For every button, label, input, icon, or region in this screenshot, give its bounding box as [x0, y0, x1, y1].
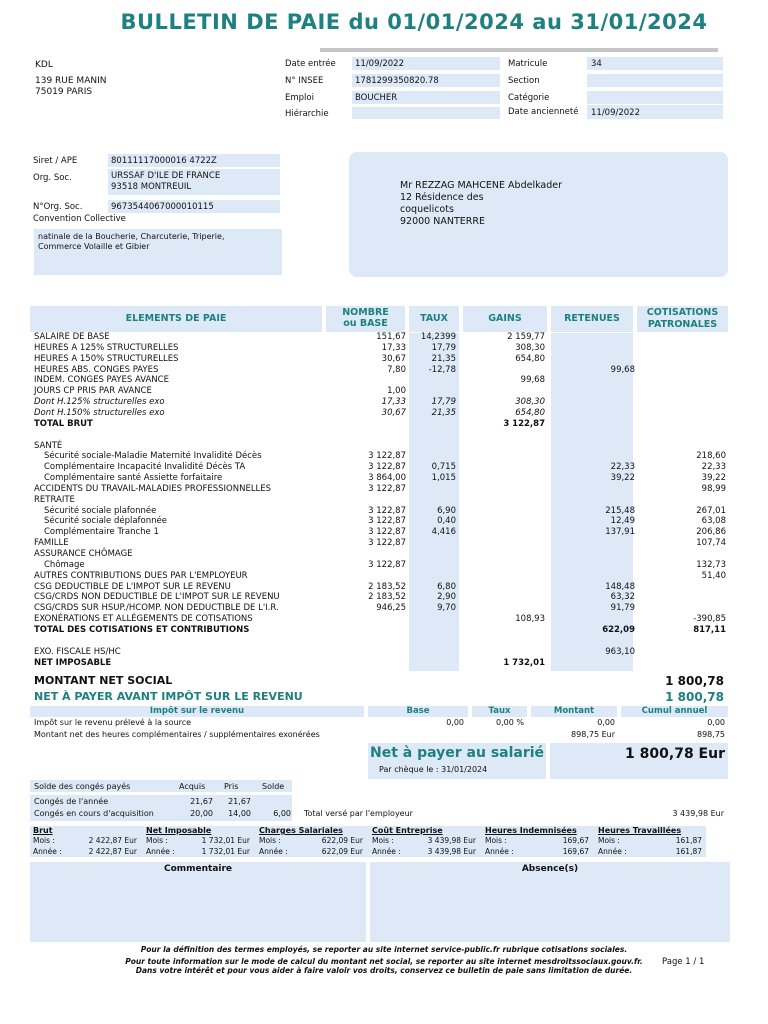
row-base: 3 122,87 [368, 559, 406, 570]
cumul-title: Coût Entreprise [372, 826, 443, 835]
table-row [0, 506, 768, 517]
row-taux: 2,90 [437, 592, 456, 603]
table-row [0, 408, 768, 419]
title-underline [320, 48, 718, 52]
row-base: 3 122,87 [368, 483, 406, 494]
row-taux: 17,79 [431, 397, 456, 408]
row-taux: 14,2399 [420, 332, 456, 342]
conges-title: Solde des congés payés [34, 782, 131, 791]
row-label: Dont H.150% structurelles exo [34, 407, 165, 418]
row-base: 3 122,87 [368, 527, 406, 538]
cumul-mois-label: Mois : [598, 836, 620, 845]
table-row [0, 375, 768, 386]
page-title: BULLETIN DE PAIE du 01/01/2024 au 31/01/2024 [120, 10, 708, 34]
row-taux: -12,78 [428, 364, 456, 375]
table-row [0, 397, 768, 408]
date-entree-value: 11/09/2022 [355, 59, 404, 69]
row-taux: 6,80 [437, 581, 456, 592]
ir-line-2-cumul: 898,75 [697, 730, 725, 739]
table-row [0, 484, 768, 495]
ir-header-cumul: Cumul annuel [641, 706, 708, 716]
table-row [0, 625, 768, 636]
row-taux: 17,79 [431, 342, 456, 353]
row-label: Complémentaire Incapacité Invalidité Décès TA [44, 462, 246, 473]
conges-row-2-pris: 14,00 [228, 809, 251, 818]
row-taux: 4,416 [431, 527, 456, 538]
table-row [0, 332, 768, 343]
row-gains: 308,30 [515, 342, 545, 353]
table-row [0, 549, 768, 560]
conges-header-acquis: Acquis [179, 782, 206, 791]
employee-name: Mr REZZAG MAHCENE Abdelkader [400, 180, 563, 191]
cumul-mois-value: 2 422,87 Eur [88, 836, 137, 845]
table-row [0, 419, 768, 430]
row-base: 30,67 [381, 353, 406, 364]
ir-line-1-taux: 0,00 % [496, 718, 524, 727]
conges-row-1-label: Congés de l'année [34, 797, 109, 806]
cumul-title: Brut [33, 826, 53, 835]
section-box [587, 74, 723, 87]
row-retenues: 963,10 [605, 646, 635, 657]
row-retenues: 39,22 [610, 473, 635, 484]
header-cotis-1: COTISATIONS [646, 307, 719, 318]
anciennete-label: Date ancienneté [508, 107, 579, 117]
row-label: INDEM. CONGES PAYES AVANCE [34, 375, 169, 386]
insee-label: N° INSEE [285, 76, 324, 86]
cumul-mois-label: Mois : [146, 836, 168, 845]
row-label: EXONÉRATIONS ET ALLÉGEMENTS DE COTISATIONS [34, 614, 253, 625]
categorie-box [587, 91, 723, 104]
section-label: Section [508, 76, 540, 86]
table-row [0, 527, 768, 538]
ir-header-base: Base [406, 706, 430, 716]
conges-row-2-label: Congés en cours d'acquisition [34, 809, 154, 818]
cumul-title: Net Imposable [146, 826, 212, 835]
table-row [0, 516, 768, 527]
ir-header-impot: Impôt sur le revenu [149, 706, 245, 716]
emploi-label: Emploi [285, 93, 314, 103]
row-base: 2 183,52 [368, 592, 406, 603]
row-base: 3 122,87 [368, 451, 406, 462]
org-line-1: URSSAF D'ILE DE FRANCE [111, 171, 221, 181]
ir-line-1-cumul: 0,00 [707, 718, 725, 727]
convention-line-2: Commerce Volaille et Gibier [38, 242, 150, 251]
row-gains: 108,93 [515, 614, 545, 625]
ir-header-taux: Taux [488, 706, 511, 716]
row-label: ACCIDENTS DU TRAVAIL-MALADIES PROFESSIONNELLES [34, 483, 272, 494]
cumul-mois-label: Mois : [33, 836, 55, 845]
row-label: HEURES ABS. CONGES PAYES [34, 364, 159, 375]
table-row [0, 462, 768, 473]
row-retenues: 215,48 [605, 505, 635, 516]
row-label: Complémentaire santé Assiette forfaitaire [44, 473, 223, 484]
anciennete-value: 11/09/2022 [591, 108, 640, 118]
cumul-mois-label: Mois : [485, 836, 507, 845]
row-patronales: 51,40 [701, 570, 726, 581]
siret-value: 80111117000016 4722Z [111, 156, 217, 166]
row-label: SANTÉ [34, 440, 63, 451]
net-social-value: 1 800,78 [665, 674, 724, 688]
org-line-2: 93518 MONTREUIL [111, 182, 192, 192]
row-gains: 99,68 [520, 375, 545, 386]
norg-value: 9673544067000010115 [111, 202, 214, 212]
matricule-label: Matricule [508, 59, 548, 69]
payment-method: Par chèque le : 31/01/2024 [379, 765, 488, 774]
header-nombre-2: ou BASE [343, 318, 388, 329]
row-label: Sécurité sociale déplafonnée [44, 516, 167, 527]
categorie-label: Catégorie [508, 93, 550, 103]
table-row [0, 560, 768, 571]
row-label: Sécurité sociale-Maladie Maternité Invalidité Décès [44, 451, 262, 462]
row-taux: 0,40 [437, 516, 456, 527]
row-retenues: 137,91 [605, 527, 635, 538]
row-patronales: 39,22 [701, 473, 726, 484]
row-label: CSG/CRDS SUR HSUP./HCOMP. NON DEDUCTIBLE DE L'I.R. [34, 603, 279, 614]
table-row [0, 582, 768, 593]
row-base: 30,67 [381, 407, 406, 418]
norg-label: N°Org. Soc. [33, 202, 83, 212]
row-taux: 9,70 [437, 603, 456, 614]
row-base: 3 122,87 [368, 538, 406, 549]
header-elements: ELEMENTS DE PAIE [125, 313, 227, 324]
row-gains: 2 159,77 [507, 332, 545, 342]
row-label: TOTAL DES COTISATIONS ET CONTRIBUTIONS [34, 624, 250, 635]
row-retenues: 63,32 [610, 592, 635, 603]
net-avant-impot-value: 1 800,78 [665, 690, 724, 704]
table-row [0, 451, 768, 462]
table-row [0, 636, 768, 647]
row-label: RETRAITE [34, 494, 75, 505]
cumul-title: Charges Salariales [259, 826, 343, 835]
row-label: CSG/CRDS NON DEDUCTIBLE DE L'IMPOT SUR LE REVENU [34, 592, 280, 603]
row-label: Sécurité sociale plafonnée [44, 505, 157, 516]
insee-value: 1781299350820.78 [355, 76, 439, 86]
net-avant-impot-label: NET À PAYER AVANT IMPÔT SUR LE REVENU [34, 690, 303, 703]
row-base: 3 122,87 [368, 462, 406, 473]
employee-address-2: coquelicots [400, 204, 454, 215]
row-label: NET IMPOSABLE [34, 657, 112, 668]
table-row [0, 658, 768, 669]
hierarchie-label: Hiérarchie [285, 109, 329, 119]
conges-row-1-pris: 21,67 [228, 797, 251, 806]
row-patronales: 218,60 [696, 451, 726, 462]
row-base: 151,67 [376, 332, 406, 342]
cumul-annee-value: 169,67 [562, 847, 589, 856]
row-patronales: 107,74 [696, 538, 726, 549]
matricule-value: 34 [591, 59, 602, 69]
cumul-title: Heures Indemnisées [485, 826, 577, 835]
cumul-annee-label: Année : [259, 847, 288, 856]
row-base: 2 183,52 [368, 581, 406, 592]
absence-label: Absence(s) [521, 864, 579, 874]
employee-address-3: 92000 NANTERRE [400, 216, 485, 227]
header-cotis-2: PATRONALES [647, 319, 718, 330]
cumul-mois-label: Mois : [259, 836, 281, 845]
table-row [0, 495, 768, 506]
row-taux: 6,90 [437, 505, 456, 516]
row-taux: 21,35 [431, 407, 456, 418]
row-retenues: 148,48 [605, 581, 635, 592]
conges-header-solde: Solde [262, 782, 285, 791]
table-row [0, 538, 768, 549]
table-row [0, 343, 768, 354]
table-row [0, 365, 768, 376]
row-label: Complémentaire Tranche 1 [44, 527, 159, 538]
commentaire-box [30, 880, 366, 942]
row-label: TOTAL BRUT [34, 418, 93, 429]
row-label: HEURES A 125% STRUCTURELLES [34, 342, 179, 353]
row-gains: 1 732,01 [503, 657, 545, 668]
total-verse-value: 3 439,98 Eur [672, 809, 724, 818]
cumul-annee-label: Année : [33, 847, 62, 856]
cumul-annee-value: 2 422,87 Eur [88, 847, 137, 856]
conges-row-1-acquis: 21,67 [190, 797, 213, 806]
conges-row-2-acquis: 20,00 [190, 809, 213, 818]
total-verse-label: Total versé par l'employeur [304, 809, 413, 818]
cumul-annee-value: 3 439,98 Eur [427, 847, 476, 856]
row-gains: 654,80 [515, 407, 545, 418]
table-row [0, 430, 768, 441]
row-taux: 0,715 [431, 462, 456, 473]
table-row [0, 354, 768, 365]
row-label: EXO. FISCALE HS/HC [34, 646, 121, 657]
row-retenues: 12,49 [610, 516, 635, 527]
cumul-mois-value: 161,87 [675, 836, 702, 845]
cumul-annee-value: 1 732,01 Eur [201, 847, 250, 856]
conges-row-2-solde: 6,00 [273, 809, 291, 818]
cumul-title: Heures Travaillées [598, 826, 682, 835]
row-patronales: 63,08 [701, 516, 726, 527]
row-label: JOURS CP PRIS PAR AVANCE [34, 386, 152, 397]
emploi-value: BOUCHER [355, 93, 398, 103]
cumul-annee-value: 622,09 Eur [321, 847, 363, 856]
net-salarie-label: Net à payer au salarié [370, 745, 545, 761]
ir-header-montant: Montant [553, 706, 595, 716]
row-label: Dont H.125% structurelles exo [34, 397, 165, 408]
cumul-annee-value: 161,87 [675, 847, 702, 856]
row-patronales: 132,73 [696, 559, 726, 570]
ir-line-1-montant: 0,00 [597, 718, 615, 727]
footer-line-2: Pour toute information sur le mode de calcul du montant net social, se reporter au site internet mesdroitssociaux.gouv.fr. [125, 957, 643, 966]
row-gains: 654,80 [515, 353, 545, 364]
cumul-mois-value: 169,67 [562, 836, 589, 845]
row-taux: 1,015 [431, 473, 456, 484]
page-number: Page 1 / 1 [662, 957, 705, 967]
cumul-annee-label: Année : [146, 847, 175, 856]
row-taux: 21,35 [431, 353, 456, 364]
row-base: 946,25 [376, 603, 406, 614]
row-patronales: 22,33 [701, 462, 726, 473]
employer-address-2: 75019 PARIS [35, 87, 93, 97]
ir-line-1-base: 0,00 [446, 718, 464, 727]
net-salarie-value: 1 800,78 Eur [625, 746, 725, 762]
ir-line-2-label: Montant net des heures complémentaires / supplémentaires exonérées [34, 730, 320, 739]
row-gains: 3 122,87 [503, 418, 545, 429]
table-row [0, 603, 768, 614]
row-patronales: 98,99 [701, 483, 726, 494]
table-row [0, 571, 768, 582]
cumul-mois-value: 622,09 Eur [321, 836, 363, 845]
matricule-box [587, 57, 723, 70]
cumul-mois-label: Mois : [372, 836, 394, 845]
header-gains: GAINS [488, 313, 522, 324]
employee-address-1: 12 Résidence des [400, 192, 484, 203]
convention-label: Convention Collective [33, 214, 126, 224]
table-row [0, 614, 768, 625]
employer-address-1: 139 RUE MANIN [35, 76, 107, 86]
table-row [0, 386, 768, 397]
hierarchie-box [352, 107, 500, 119]
row-label: HEURES A 150% STRUCTURELLES [34, 353, 179, 364]
row-base: 17,33 [381, 397, 406, 408]
row-patronales: 206,86 [696, 527, 726, 538]
header-nombre-1: NOMBRE [342, 307, 389, 318]
cumul-mois-value: 3 439,98 Eur [427, 836, 476, 845]
convention-line-1: natinale de la Boucherie, Charcuterie, Triperie, [38, 232, 225, 241]
cumul-annee-label: Année : [485, 847, 514, 856]
date-entree-label: Date entrée [285, 59, 336, 69]
employer-name: KDL [35, 60, 53, 70]
row-retenues: 22,33 [610, 462, 635, 473]
row-base: 3 122,87 [368, 505, 406, 516]
ir-line-1-label: Impôt sur le revenu prélevé à la source [34, 718, 192, 727]
table-row [0, 647, 768, 658]
header-retenues: RETENUES [564, 313, 620, 324]
row-label: SALAIRE DE BASE [34, 332, 110, 342]
conges-header-pris: Pris [224, 782, 239, 791]
row-base: 17,33 [381, 342, 406, 353]
footer-line-1: Pour la définition des termes employés, se reporter au site internet service-public.fr rubrique cotisations sociales. [140, 945, 628, 954]
row-label: CSG DEDUCTIBLE DE L'IMPOT SUR LE REVENU [34, 581, 231, 592]
table-row [0, 473, 768, 484]
cumul-annee-label: Année : [598, 847, 627, 856]
row-label: ASSURANCE CHÔMAGE [34, 549, 133, 559]
row-gains: 308,30 [515, 397, 545, 408]
siret-label: Siret / APE [33, 156, 78, 166]
row-patronales: 817,11 [693, 624, 726, 635]
row-base: 7,80 [387, 364, 406, 375]
absence-box [370, 880, 730, 942]
net-social-label: MONTANT NET SOCIAL [34, 674, 173, 687]
ir-line-2-montant: 898,75 Eur [571, 730, 615, 739]
row-retenues: 622,09 [602, 624, 635, 635]
row-retenues: 91,79 [610, 603, 635, 614]
row-patronales: 267,01 [696, 505, 726, 516]
row-base: 3 864,00 [368, 473, 406, 484]
row-patronales: -390,85 [693, 614, 726, 625]
table-row [0, 592, 768, 603]
org-label: Org. Soc. [33, 173, 72, 183]
table-row [0, 441, 768, 452]
row-label: FAMILLE [34, 538, 69, 549]
footer-line-3: Dans votre intérêt et pour vous aider à faire valoir vos droits, conservez ce bulletin de paie sans limitation de durée. [135, 966, 633, 975]
row-base: 3 122,87 [368, 516, 406, 527]
row-label: AUTRES CONTRIBUTIONS DUES PAR L'EMPLOYEUR [34, 570, 248, 581]
commentaire-label: Commentaire [163, 864, 233, 874]
cumul-mois-value: 1 732,01 Eur [201, 836, 250, 845]
row-label: Chômage [44, 559, 85, 570]
row-base: 1,00 [387, 386, 406, 397]
cumul-annee-label: Année : [372, 847, 401, 856]
header-taux: TAUX [420, 313, 448, 324]
row-retenues: 99,68 [610, 364, 635, 375]
